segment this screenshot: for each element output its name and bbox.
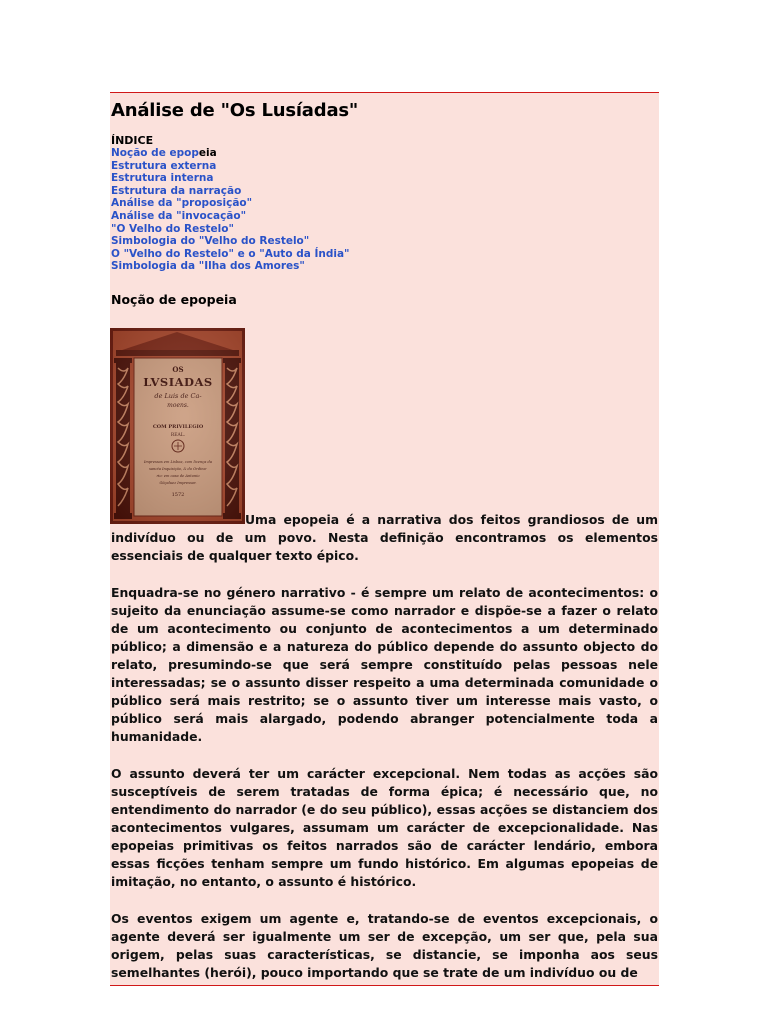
cover-line-3: de Luis de Ca- (154, 392, 202, 400)
toc-link-analise-proposicao[interactable]: Análise da "proposição" (111, 197, 253, 210)
toc-link-estrutura-interna[interactable]: Estrutura interna (111, 172, 214, 185)
toc-link-analise-invocacao[interactable]: Análise da "invocação" (111, 209, 247, 222)
toc-item-estrutura-externa[interactable] (111, 160, 350, 173)
cover-line-9: rio: em casa de Antonio (156, 474, 200, 478)
toc-item-analise-proposicao[interactable] (111, 197, 350, 210)
toc-link-velho-do-restelo[interactable]: "O Velho do Restelo" (111, 222, 234, 235)
toc-link-estrutura-externa[interactable]: Estrutura externa (111, 159, 217, 172)
toc-item-velho-do-restelo[interactable] (111, 223, 350, 236)
toc-link-velho-restelo-auto-india[interactable]: O "Velho do Restelo" e o "Auto da Índia" (111, 247, 350, 260)
cover-line-10: Gõçaluez Impressor. (159, 481, 197, 485)
toc-item-analise-invocacao[interactable] (111, 210, 350, 223)
cover-line-2: LVSIADAS (143, 375, 213, 389)
toc-link-simbologia-ilha-amores[interactable]: Simbologia da "Ilha dos Amores" (111, 260, 305, 273)
toc-link-simbologia-velho-restelo[interactable]: Simbologia do "Velho do Restelo" (111, 235, 310, 248)
document-page (110, 92, 659, 986)
cover-line-1: OS (172, 365, 184, 374)
cover-line-7: Impressos em Lisboa, com licença da (144, 460, 212, 464)
page-title: Análise de "Os Lusíadas" (111, 100, 359, 121)
toc-item-nocao-de-epopeia[interactable] (111, 147, 350, 160)
cover-line-6: REAL. (170, 433, 186, 438)
toc-item-estrutura-interna[interactable] (111, 172, 350, 185)
paragraph-1: Uma epopeia é a narrativa dos feitos grandiosos de um indivíduo ou de um povo. Nesta definição encontramos os elementos essenciais de qualquer texto épico. (111, 512, 658, 563)
toc-item-simbologia-ilha-amores[interactable] (111, 260, 350, 273)
paragraph-2: Enquadra-se no género narrativo - é sempre um relato de acontecimentos: o sujeito da enunciação assume-se como narrador e dispõe-se a fazer o relato de um acontecimento ou conjunto de acontecimentos a um determinado público; a dimensão e a natureza do público depende do assunto objecto do relato, presumindo-se que será sempre constituído pelas pessoas nele interessadas; se o assunto disser respeito a uma determinada comunidade o público será mais restrito; se o assunto tiver um interesse mais vasto, o público será mais alargado, podendo abranger potencialmente toda a humanidade. (111, 585, 658, 744)
cover-line-8: sancta Inquisição, & do Ordina- (149, 467, 207, 471)
table-of-contents (111, 147, 350, 273)
toc-item-simbologia-velho-restelo[interactable] (111, 235, 350, 248)
toc-link-estrutura-da-narracao[interactable]: Estrutura da narração (111, 184, 242, 197)
paragraph-3: O assunto deverá ter um carácter excepcional. Nem todas as acções são susceptíveis de serem tratadas de forma épica; é necessário que, no entendimento do narrador (e do seu público), essas acções se distanciem dos acontecimentos vulgares, assumam um carácter de excepcionalidade. Nas epopeias primitivas os feitos narrados são de carácter lendário, embora essas ficções tenham sempre um fundo histórico. Em algumas epopeias de imitação, no entanto, o assunto é histórico. (111, 766, 658, 889)
paragraph-4: Os eventos exigem um agente e, tratando-se de eventos excepcionais, o agente deverá ser igualmente um ser de excepção, um ser que, pela sua origem, pelas suas características, se distancie, se imponha aos seus semelhantes (herói), pouco importando que se trate de um indivíduo ou de (111, 911, 658, 980)
index-label: ÍNDICE (111, 134, 154, 147)
section-heading: Noção de epopeia (111, 292, 237, 307)
toc-item-suffix: eia (198, 147, 217, 159)
toc-link-nocao-de-epopeia[interactable]: Noção de epop (111, 147, 199, 159)
toc-item-estrutura-da-narracao[interactable] (111, 185, 350, 198)
toc-item-velho-restelo-auto-india[interactable] (111, 248, 350, 261)
cover-line-11: 1572 (171, 492, 185, 498)
cover-line-5: COM PRIVILEGIO (152, 424, 204, 430)
book-cover-image (110, 328, 245, 524)
cover-line-4: moens. (167, 402, 189, 409)
